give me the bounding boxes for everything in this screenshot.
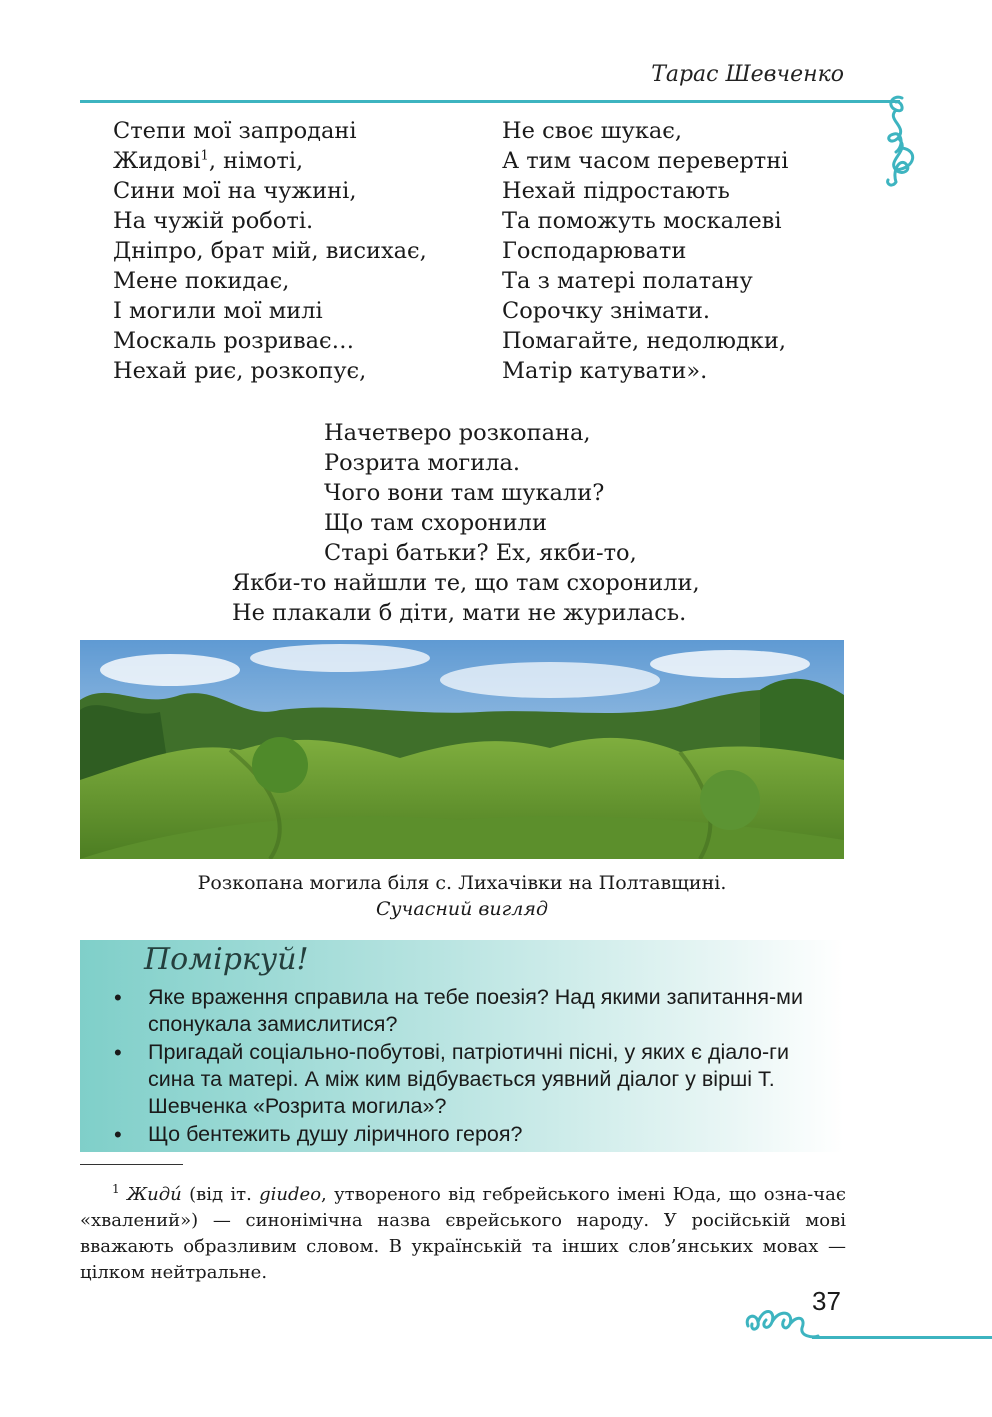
running-title: Тарас Шевченко (651, 62, 844, 87)
poem-line: Та з матері полатану (502, 268, 753, 294)
poem-line: Нехай риє, розкопує, (113, 358, 367, 384)
decorative-curl-icon (872, 90, 932, 200)
poem-line-text: , німоті, (208, 148, 304, 174)
question-list (110, 984, 840, 1149)
poem-line: Чого вони там шукали? (324, 480, 605, 506)
poem-right-column (502, 116, 788, 386)
landscape-photo (80, 640, 844, 859)
footnote-text: , утвореного від гебрейського імені Юда, що озна-чає «хвалений») — синонімічна назва єврейського народу. У російській мові вважають образливим словом. В українській та інших слов’янських мовах — цілком нейтральне. (80, 1184, 846, 1283)
poem-line: Нехай підростають (502, 178, 730, 204)
poem-line: Степи мої запродані (113, 118, 357, 144)
poem-line: Сорочку знімати. (502, 298, 711, 324)
poem-line: Помагайте, недолюдки, (502, 328, 787, 354)
think-box-title: Поміркуй! (144, 942, 309, 977)
footer-rule (812, 1336, 992, 1339)
poem-line: Старі батьки? Ех, якби-то, (324, 540, 637, 566)
poem-line: Москаль розриває… (113, 328, 355, 354)
question-item: • Пригадай соціально-побутові, патріотичні пісні, у яких є діало-ги сина та матері. А між ким відбувається уявний діалог у вірші Т. Шевченка «Розрита могила»? (110, 1039, 840, 1120)
poem-line: Якби-то найшли те, що там схоронили, (232, 570, 700, 596)
footnote-marker: 1 (112, 1182, 120, 1196)
header-rule (80, 100, 900, 103)
poem-line: Що там схоронили (324, 510, 547, 536)
poem-line: На чужій роботі. (113, 208, 314, 234)
poem-line: Господарювати (502, 238, 687, 264)
poem-line: Не своє шукає, (502, 118, 683, 144)
caption-line: Сучасний вигляд (376, 898, 548, 920)
poem-line: Сини мої на чужині, (113, 178, 357, 204)
poem-final-stanza (232, 418, 700, 628)
poem-line: Не плакали б діти, мати не журилась. (232, 600, 687, 626)
poem-line: Та поможуть москалеві (502, 208, 782, 234)
think-box (80, 940, 844, 1152)
poem-line: І могили мої милі (113, 298, 323, 324)
decorative-curl-icon (742, 1296, 822, 1344)
footnote-text: (від іт. (181, 1184, 260, 1205)
footnote-term: Жиди́ (126, 1184, 182, 1205)
poem-left-column (113, 116, 427, 386)
footnote-separator (80, 1164, 183, 1165)
footnote (80, 1182, 846, 1286)
poem-line-text: Жидові (113, 148, 201, 174)
figure-caption (80, 870, 844, 922)
poem-line: Мене покидає, (113, 268, 290, 294)
footnote-source-word: giudeo (259, 1184, 322, 1205)
poem-line: А тим часом перевертні (502, 148, 789, 174)
question-item: • Яке враження справила на тебе поезія? Над якими запитання-ми спонукала замислитися? (110, 984, 840, 1038)
poem-line (113, 146, 427, 176)
caption-line: Розкопана могила біля с. Лихачівки на Полтавщині. (197, 872, 727, 894)
page-number: 37 (812, 1286, 841, 1316)
footnote-marker[interactable]: 1 (200, 148, 209, 164)
poem-line: Дніпро, брат мій, висихає, (113, 238, 427, 264)
question-item: • Що бентежить душу ліричного героя? (110, 1121, 840, 1148)
poem-line: Начетверо розкопана, (324, 420, 591, 446)
poem-line: Матір катувати». (502, 358, 708, 384)
poem-line: Розрита могила. (324, 450, 521, 476)
